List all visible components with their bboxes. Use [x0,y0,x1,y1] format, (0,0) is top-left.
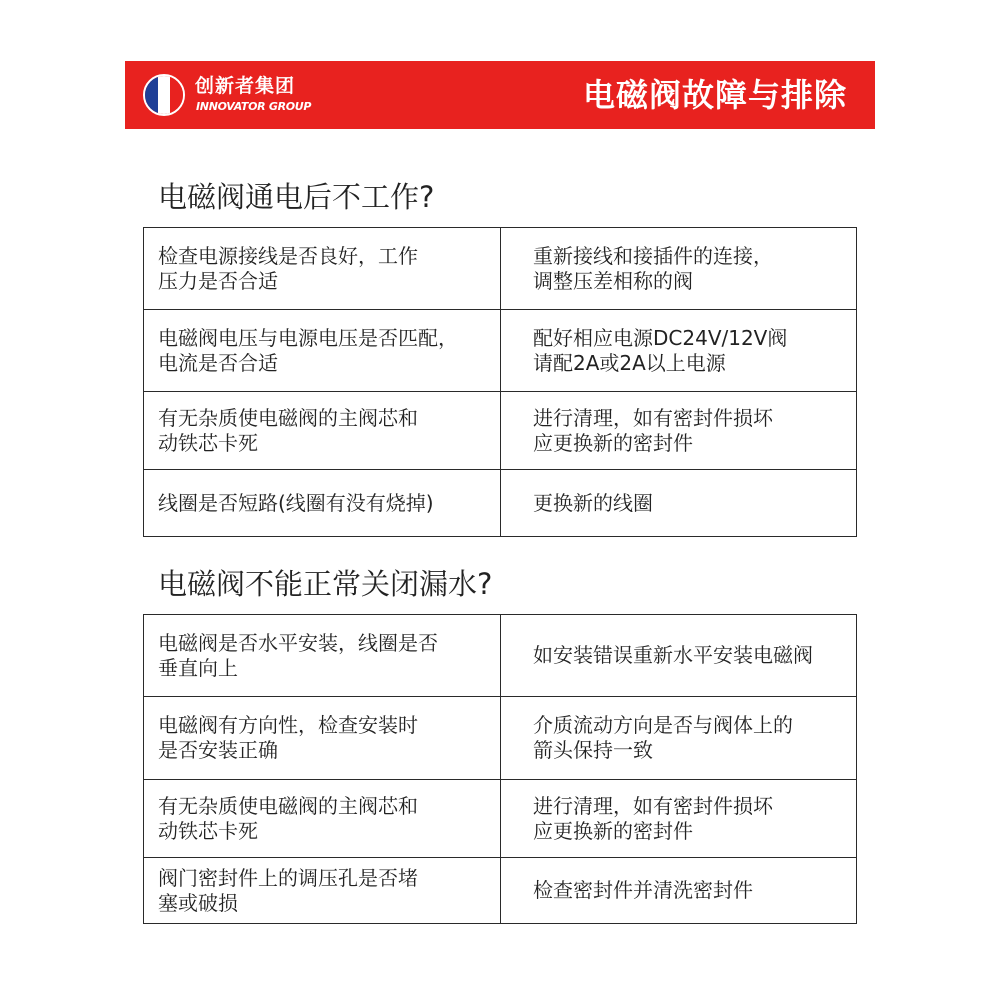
troubleshooting-table-leaking [143,614,857,924]
header-banner [125,61,875,129]
cause-cell: 有无杂质使电磁阀的主阀芯和 动铁芯卡死 [144,392,501,470]
table-row [144,228,857,310]
solution-cell: 如安装错误重新水平安装电磁阀 [501,615,857,697]
table-row [144,310,857,392]
cause-cell: 线圈是否短路(线圈有没有烧掉) [144,470,501,537]
solution-cell: 更换新的线圈 [501,470,857,537]
cause-cell: 检查电源接线是否良好，工作 压力是否合适 [144,228,501,310]
cause-cell: 有无杂质使电磁阀的主阀芯和 动铁芯卡死 [144,780,501,858]
cause-cell: 阀门密封件上的调压孔是否堵 塞或破损 [144,858,501,924]
table-row [144,392,857,470]
table-row [144,615,857,697]
troubleshooting-table-not-working [143,227,857,537]
table-row [144,697,857,780]
section-title-leaking: 电磁阀不能正常关闭漏水? [158,567,493,601]
solution-cell: 进行清理，如有密封件损坏 应更换新的密封件 [501,780,857,858]
table-row [144,470,857,537]
cause-cell: 电磁阀电压与电源电压是否匹配， 电流是否合适 [144,310,501,392]
solution-cell: 进行清理，如有密封件损坏 应更换新的密封件 [501,392,857,470]
solution-cell: 重新接线和接插件的连接， 调整压差相称的阀 [501,228,857,310]
brand-name-cn: 创新者集团 [195,75,296,97]
french-flag-logo-icon [143,74,185,116]
table-row [144,780,857,858]
cause-cell: 电磁阀是否水平安装，线圈是否 垂直向上 [144,615,501,697]
section-title-not-working: 电磁阀通电后不工作? [158,180,435,214]
table-row [144,858,857,924]
brand-name-en: INNOVATOR GROUP [196,100,312,113]
solution-cell: 检查密封件并清洗密封件 [501,858,857,924]
page-title: 电磁阀故障与排除 [582,76,847,114]
solution-cell: 配好相应电源DC24V/12V阀 请配2A或2A以上电源 [501,310,857,392]
solution-cell: 介质流动方向是否与阀体上的 箭头保持一致 [501,697,857,780]
cause-cell: 电磁阀有方向性，检查安装时 是否安装正确 [144,697,501,780]
